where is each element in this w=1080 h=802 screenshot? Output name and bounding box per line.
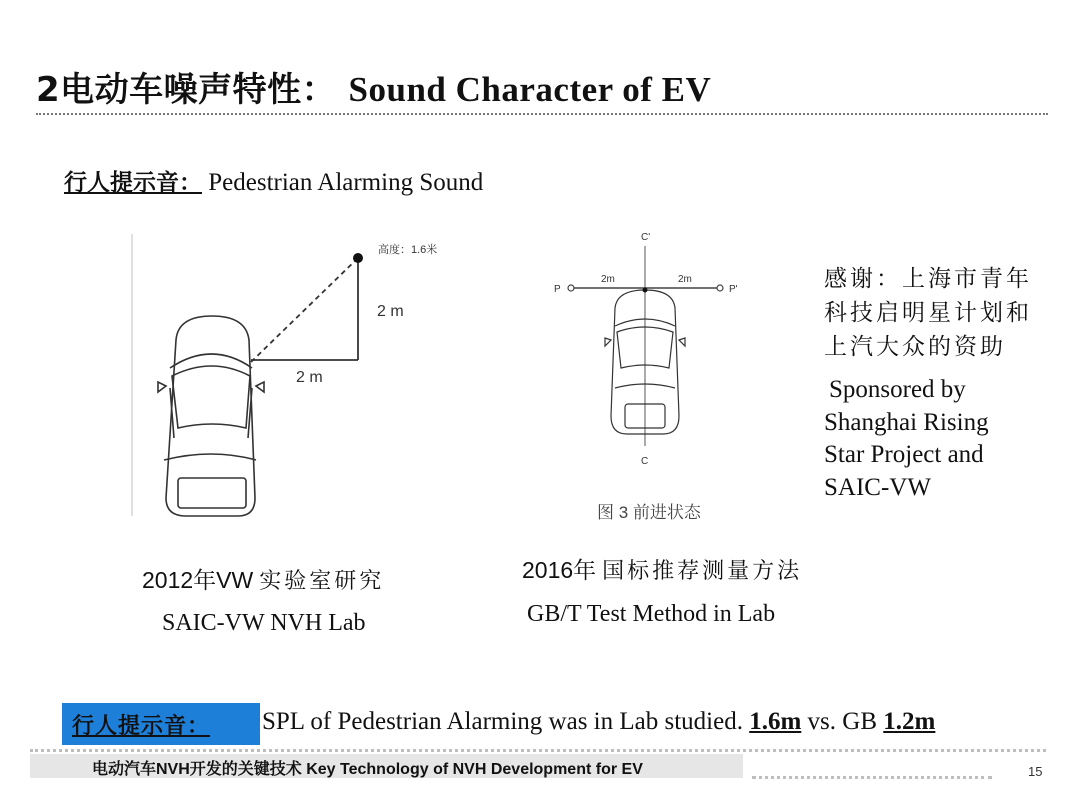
sponsor-en-line: Star Project and [824,441,984,468]
vw-lab-diagram [128,228,438,520]
bottom-label: 行人提示音： [72,714,211,739]
diagonal-dashed-line [251,258,358,362]
bottom-text-prefix: SPL of Pedestrian Alarming was in Lab studied. [262,708,750,735]
subtitle-zh: 行人提示音： [64,170,202,196]
sponsor-en [824,374,1064,504]
vertical-dim-label: 2 m [377,303,404,320]
bottom-summary [262,708,935,736]
sponsor-zh-line: 上汽大众的资助 [824,334,1006,360]
front-mic-point [643,288,648,293]
left-caption-zh [142,562,384,595]
right-caption-en: GB/T Test Method in Lab [527,601,776,627]
point-p-prime-marker [717,285,723,291]
dim-right-label: 2m [678,274,692,285]
point-p-prime-label: P' [729,284,738,295]
point-p-label: P [554,284,561,295]
slide-title [36,62,711,111]
sponsor-en-line: Shanghai Rising [824,408,989,436]
footer-text: 电动汽车NVH开发的关键技术 Key Technology of NVH Development for EV [92,761,643,778]
sponsor-en-line: SAIC-VW [824,473,931,501]
slide-title-zh: 2电动车噪声特性： [36,70,337,110]
subtitle-en: Pedestrian Alarming Sound [208,169,484,196]
figure-3-caption: 图 3 前进状态 [597,503,701,522]
bottom-label-box [62,703,260,745]
right-caption-zh [522,552,802,585]
lab-value: 1.6m [749,708,802,735]
height-label: 高度：1.6米 [378,244,438,256]
point-p-marker [568,285,574,291]
sponsor-zh-line: 科技启明星计划和 [824,300,1032,326]
sponsor-en-line: Sponsored by [829,376,966,403]
page-number: 15 [1028,764,1043,779]
point-c-bottom: C [641,456,649,467]
footer-dotted-rule-bottom [752,776,992,779]
dim-left-label: 2m [601,274,615,285]
sponsor-zh-line: 感谢：上海市青年 [824,266,1032,292]
microphone-point [353,253,363,263]
section-subtitle [64,164,483,197]
sponsor-zh [824,262,1054,364]
car-top-view [158,316,264,516]
horizontal-dim-label: 2 m [296,369,323,386]
title-divider [36,113,1048,115]
right-caption-zh-text: 国标推荐测量方法 [602,559,803,584]
left-caption-en: SAIC-VW NVH Lab [162,610,366,636]
slide-title-en: Sound Character of EV [348,70,712,109]
gb-value: 1.2m [883,708,936,735]
left-caption-zh-text: 实验室研究 [259,569,385,594]
left-caption-year: 2012年VW [142,567,254,593]
point-c-top: C' [641,232,651,243]
footer-dotted-rule-top [30,749,1046,752]
right-caption-year: 2016年 [522,557,597,583]
gbt-test-diagram [545,228,765,528]
bottom-text-mid: vs. GB [801,708,884,735]
